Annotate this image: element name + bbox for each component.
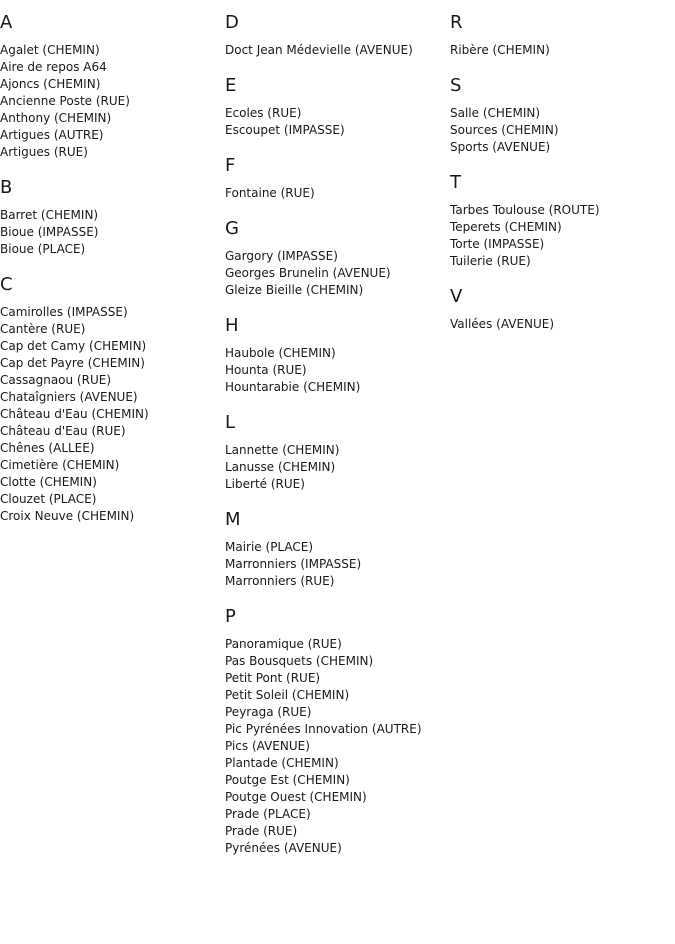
street-list [0, 207, 225, 258]
street-entry[interactable]: Petit Pont (RUE) [225, 671, 321, 685]
street-entry[interactable]: Salle (CHEMIN) [450, 106, 541, 120]
street-entry[interactable]: Artigues (RUE) [0, 145, 88, 159]
letter-section [0, 274, 225, 525]
street-list [225, 539, 450, 590]
street-list [450, 202, 675, 270]
letter-section [450, 12, 675, 59]
street-entry[interactable]: Prade (RUE) [225, 824, 298, 838]
street-entry[interactable]: Panoramique (RUE) [225, 637, 342, 651]
street-list [225, 248, 450, 299]
street-entry[interactable]: Agalet (CHEMIN) [0, 43, 100, 57]
section-letter-heading: E [225, 75, 237, 96]
street-entry[interactable]: Haubole (CHEMIN) [225, 346, 336, 360]
street-entry[interactable]: Prade (PLACE) [225, 807, 311, 821]
street-entry[interactable]: Barret (CHEMIN) [0, 208, 99, 222]
letter-section [450, 75, 675, 156]
street-entry[interactable]: Gargory (IMPASSE) [225, 249, 338, 263]
street-entry[interactable]: Ribère (CHEMIN) [450, 43, 550, 57]
street-entry[interactable]: Hountarabie (CHEMIN) [225, 380, 361, 394]
street-entry[interactable]: Clouzet (PLACE) [0, 492, 97, 506]
street-entry[interactable]: Camirolles (IMPASSE) [0, 305, 128, 319]
section-letter-heading: P [225, 606, 236, 627]
street-entry[interactable]: Château d'Eau (RUE) [0, 424, 126, 438]
section-letter-heading: H [225, 315, 239, 336]
street-entry[interactable]: Aire de repos A64 [0, 60, 107, 74]
letter-section [450, 286, 675, 333]
index-column-2 [225, 12, 450, 873]
street-entry[interactable]: Ecoles (RUE) [225, 106, 302, 120]
street-entry[interactable]: Doct Jean Médevielle (AVENUE) [225, 43, 413, 57]
letter-section [225, 315, 450, 396]
street-entry[interactable]: Pic Pyrénées Innovation (AUTRE) [225, 722, 422, 736]
street-entry[interactable]: Lanusse (CHEMIN) [225, 460, 336, 474]
street-entry[interactable]: Poutge Est (CHEMIN) [225, 773, 350, 787]
letter-section [0, 12, 225, 161]
street-entry[interactable]: Petit Soleil (CHEMIN) [225, 688, 350, 702]
street-entry[interactable]: Plantade (CHEMIN) [225, 756, 339, 770]
index-column-3 [450, 12, 675, 349]
street-entry[interactable]: Anthony (CHEMIN) [0, 111, 112, 125]
street-entry[interactable]: Peyraga (RUE) [225, 705, 312, 719]
street-entry[interactable]: Ajoncs (CHEMIN) [0, 77, 101, 91]
section-letter-heading: V [450, 286, 463, 307]
street-entry[interactable]: Croix Neuve (CHEMIN) [0, 509, 135, 523]
street-list [225, 105, 450, 139]
street-entry[interactable]: Escoupet (IMPASSE) [225, 123, 345, 137]
letter-section [225, 218, 450, 299]
street-entry[interactable]: Teperets (CHEMIN) [450, 220, 562, 234]
street-entry[interactable]: Cantère (RUE) [0, 322, 86, 336]
section-letter-heading: F [225, 155, 236, 176]
street-entry[interactable]: Tuilerie (RUE) [450, 254, 531, 268]
letter-section [225, 509, 450, 590]
street-entry[interactable]: Bioue (IMPASSE) [0, 225, 99, 239]
street-entry[interactable]: Ancienne Poste (RUE) [0, 94, 130, 108]
street-entry[interactable]: Fontaine (RUE) [225, 186, 315, 200]
street-entry[interactable]: Sports (AVENUE) [450, 140, 551, 154]
letter-section [225, 155, 450, 202]
section-letter-heading: B [0, 177, 13, 198]
street-entry[interactable]: Sources (CHEMIN) [450, 123, 559, 137]
street-entry[interactable]: Chataîgniers (AVENUE) [0, 390, 138, 404]
street-entry[interactable]: Bioue (PLACE) [0, 242, 86, 256]
street-entry[interactable]: Chênes (ALLEE) [0, 441, 95, 455]
street-entry[interactable]: Georges Brunelin (AVENUE) [225, 266, 391, 280]
street-list [450, 105, 675, 156]
street-list [450, 42, 675, 59]
section-letter-heading: D [225, 12, 239, 33]
letter-section [225, 606, 450, 857]
street-entry[interactable]: Poutge Ouest (CHEMIN) [225, 790, 367, 804]
section-letter-heading: S [450, 75, 462, 96]
section-letter-heading: C [0, 274, 13, 295]
street-list [225, 42, 450, 59]
section-letter-heading: A [0, 12, 13, 33]
street-entry[interactable]: Lannette (CHEMIN) [225, 443, 340, 457]
street-entry[interactable]: Vallées (AVENUE) [450, 317, 555, 331]
street-entry[interactable]: Gleize Bieille (CHEMIN) [225, 283, 364, 297]
street-entry[interactable]: Torte (IMPASSE) [450, 237, 545, 251]
letter-section [450, 172, 675, 270]
street-entry[interactable]: Tarbes Toulouse (ROUTE) [450, 203, 600, 217]
section-letter-heading: L [225, 412, 236, 433]
street-entry[interactable]: Liberté (RUE) [225, 477, 305, 491]
street-entry[interactable]: Marronniers (IMPASSE) [225, 557, 362, 571]
street-list [225, 185, 450, 202]
letter-section [225, 12, 450, 59]
section-letter-heading: M [225, 509, 241, 530]
street-entry[interactable]: Cap det Payre (CHEMIN) [0, 356, 145, 370]
street-list [0, 42, 225, 161]
street-entry[interactable]: Cap det Camy (CHEMIN) [0, 339, 147, 353]
street-entry[interactable]: Château d'Eau (CHEMIN) [0, 407, 149, 421]
letter-section [225, 75, 450, 139]
street-entry[interactable]: Pas Bousquets (CHEMIN) [225, 654, 374, 668]
street-list [450, 316, 675, 333]
letter-section [0, 177, 225, 258]
street-list [225, 345, 450, 396]
street-entry[interactable]: Artigues (AUTRE) [0, 128, 104, 142]
section-letter-heading: T [450, 172, 461, 193]
street-entry[interactable]: Hounta (RUE) [225, 363, 307, 377]
street-entry[interactable]: Pics (AVENUE) [225, 739, 310, 753]
section-letter-heading: G [225, 218, 239, 239]
section-letter-heading: R [450, 12, 463, 33]
street-entry[interactable]: Cassagnaou (RUE) [0, 373, 111, 387]
street-list [225, 636, 450, 857]
index-column-1 [0, 12, 225, 541]
street-entry[interactable]: Cimetière (CHEMIN) [0, 458, 120, 472]
street-entry[interactable]: Marronniers (RUE) [225, 574, 335, 588]
letter-section [225, 412, 450, 493]
street-entry[interactable]: Pyrénées (AVENUE) [225, 841, 342, 855]
street-list [0, 304, 225, 525]
street-list [225, 442, 450, 493]
street-entry[interactable]: Clotte (CHEMIN) [0, 475, 97, 489]
street-entry[interactable]: Mairie (PLACE) [225, 540, 314, 554]
